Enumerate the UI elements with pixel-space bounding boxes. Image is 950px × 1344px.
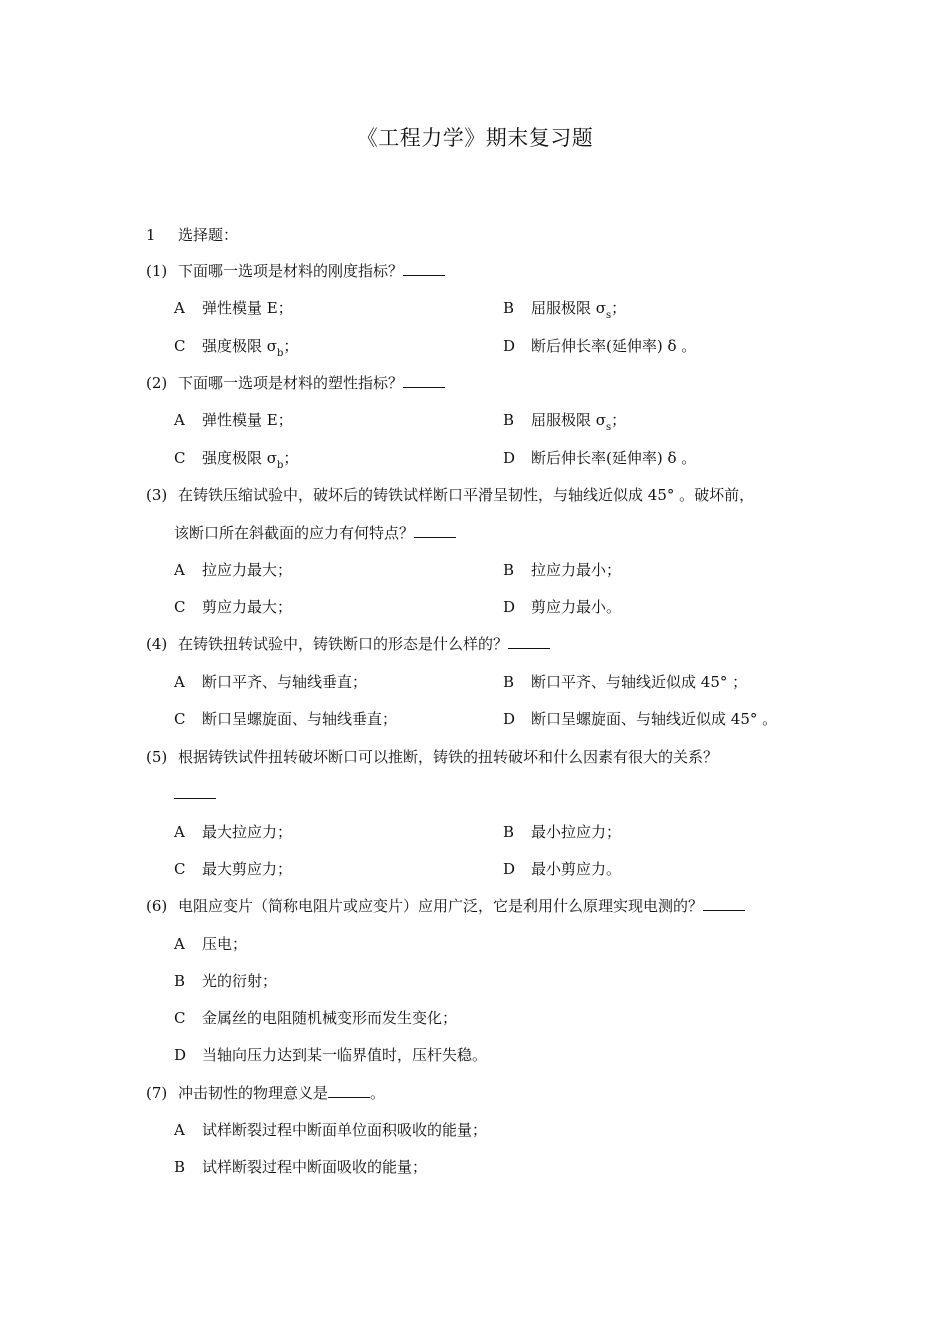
option-letter: C [174, 337, 186, 355]
question-number: (6) [146, 897, 168, 915]
question-number: (7) [146, 1084, 168, 1102]
option-letter: A [174, 1121, 185, 1139]
option-d [503, 597, 621, 617]
option-text: 强度极限 σ [202, 449, 278, 467]
question-stem: 该断口所在斜截面的应力有何特点？ [174, 524, 415, 542]
option-text: 当轴向压力达到某一临界值时，压杆失稳。 [202, 1046, 488, 1064]
answer-blank [403, 261, 445, 276]
option-letter: C [174, 710, 186, 728]
question-1 [146, 261, 445, 281]
option-letter: B [503, 561, 515, 579]
option-a [174, 672, 367, 692]
option-text: 断后伸长率(延伸率) δ 。 [531, 337, 697, 355]
question-5-blank-line [174, 784, 216, 804]
option-text: 试样断裂过程中断面单位面积吸收的能量； [202, 1121, 488, 1139]
option-b [503, 298, 626, 326]
option-d [174, 1045, 487, 1065]
option-letter: D [174, 1046, 187, 1064]
option-letter: B [503, 673, 515, 691]
option-text: 拉应力最大； [202, 561, 293, 579]
option-b [503, 672, 747, 692]
answer-blank [174, 784, 216, 799]
option-letter: B [503, 299, 515, 317]
option-text: 断后伸长率(延伸率) δ 。 [531, 449, 697, 467]
option-text: 断口呈螺旋面、与轴线垂直； [202, 710, 398, 728]
question-5 [146, 747, 718, 767]
option-letter: B [174, 972, 186, 990]
question-4 [146, 634, 550, 654]
option-text: 试样断裂过程中断面吸收的能量； [202, 1158, 428, 1176]
option-d [503, 448, 696, 468]
option-letter: D [503, 860, 516, 878]
option-letter: D [503, 449, 516, 467]
section-heading [146, 225, 238, 245]
option-c [174, 1008, 457, 1028]
question-number: (3) [146, 486, 168, 504]
option-c [174, 336, 298, 364]
answer-blank [703, 896, 745, 911]
option-c [174, 597, 292, 617]
option-c [174, 859, 292, 879]
option-text: 强度极限 σ [202, 337, 278, 355]
section-number: 1 [146, 226, 156, 244]
option-letter: D [503, 598, 516, 616]
option-letter: C [174, 598, 186, 616]
question-stem: 根据铸铁试件扭转破坏断口可以推断，铸铁的扭转破坏和什么因素有很大的关系？ [178, 748, 719, 766]
option-text: 断口呈螺旋面、与轴线近似成 45° 。 [531, 710, 778, 728]
option-letter: A [174, 561, 185, 579]
option-text: 最小拉应力； [531, 823, 622, 841]
option-letter: B [503, 411, 515, 429]
option-b [503, 822, 621, 842]
option-text: 压电； [202, 935, 248, 953]
option-d [503, 859, 621, 879]
option-text: 剪应力最大； [202, 598, 293, 616]
option-letter: D [503, 710, 516, 728]
section-label: 选择题： [178, 226, 239, 244]
option-a [174, 410, 293, 430]
option-tail: ； [283, 337, 299, 355]
option-text: 拉应力最小； [531, 561, 622, 579]
option-letter: C [174, 1009, 186, 1027]
question-2 [146, 373, 445, 393]
question-7 [146, 1083, 385, 1103]
option-text: 最大拉应力； [202, 823, 293, 841]
option-b [174, 971, 277, 991]
option-a [174, 1120, 487, 1140]
question-stem: 冲击韧性的物理意义是 [178, 1084, 329, 1102]
option-letter: A [174, 299, 185, 317]
option-letter: A [174, 411, 185, 429]
option-tail: ； [283, 449, 299, 467]
subscript: s [606, 422, 612, 433]
question-stem-tail: 。 [370, 1084, 386, 1102]
option-a [174, 298, 293, 318]
option-text: 最小剪应力。 [531, 860, 622, 878]
question-stem: 下面哪一选项是材料的塑性指标？ [178, 374, 404, 392]
answer-blank [403, 373, 445, 388]
option-text: 剪应力最小。 [531, 598, 622, 616]
option-tail: ； [611, 411, 627, 429]
question-number: (5) [146, 748, 168, 766]
option-letter: D [503, 337, 516, 355]
option-letter: C [174, 860, 186, 878]
option-letter: A [174, 935, 185, 953]
question-number: (1) [146, 262, 168, 280]
option-letter: C [174, 449, 186, 467]
option-c [174, 448, 298, 476]
answer-blank [414, 523, 456, 538]
question-number: (2) [146, 374, 168, 392]
option-text: 屈服极限 σ [531, 411, 607, 429]
option-letter: A [174, 673, 185, 691]
option-b [503, 410, 626, 438]
option-d [503, 336, 696, 356]
question-6 [146, 896, 745, 916]
option-text: 最大剪应力； [202, 860, 293, 878]
option-text: 屈服极限 σ [531, 299, 607, 317]
page-title: 《工程力学》期末复习题 [356, 126, 594, 150]
question-3 [146, 485, 754, 505]
option-tail: ； [611, 299, 627, 317]
question-number: (4) [146, 635, 168, 653]
option-c [174, 709, 397, 729]
option-letter: B [503, 823, 515, 841]
option-text: 光的衍射； [202, 972, 278, 990]
question-stem: 在铸铁压缩试验中，破坏后的铸铁试样断口平滑呈韧性，与轴线近似成 45° 。破坏前， [178, 486, 755, 504]
option-b [174, 1157, 427, 1177]
subscript: b [277, 460, 284, 471]
subscript: b [277, 348, 284, 359]
option-text: 断口平齐、与轴线近似成 45° ； [531, 673, 748, 691]
option-a [174, 822, 292, 842]
answer-blank [328, 1083, 370, 1098]
option-text: 金属丝的电阻随机械变形而发生变化； [202, 1009, 458, 1027]
question-stem: 在铸铁扭转试验中，铸铁断口的形态是什么样的？ [178, 635, 509, 653]
question-stem: 下面哪一选项是材料的刚度指标？ [178, 262, 404, 280]
question-3-continued [174, 523, 456, 543]
subscript: s [606, 310, 612, 321]
option-text: 弹性模量 E； [202, 411, 293, 429]
option-a [174, 560, 292, 580]
answer-blank [508, 634, 550, 649]
option-b [503, 560, 621, 580]
option-letter: A [174, 823, 185, 841]
option-text: 弹性模量 E； [202, 299, 293, 317]
question-stem: 电阻应变片（简称电阻片或应变片）应用广泛，它是利用什么原理实现电测的？ [178, 897, 704, 915]
option-a [174, 934, 247, 954]
option-text: 断口平齐、与轴线垂直； [202, 673, 368, 691]
option-letter: B [174, 1158, 186, 1176]
option-d [503, 709, 777, 729]
